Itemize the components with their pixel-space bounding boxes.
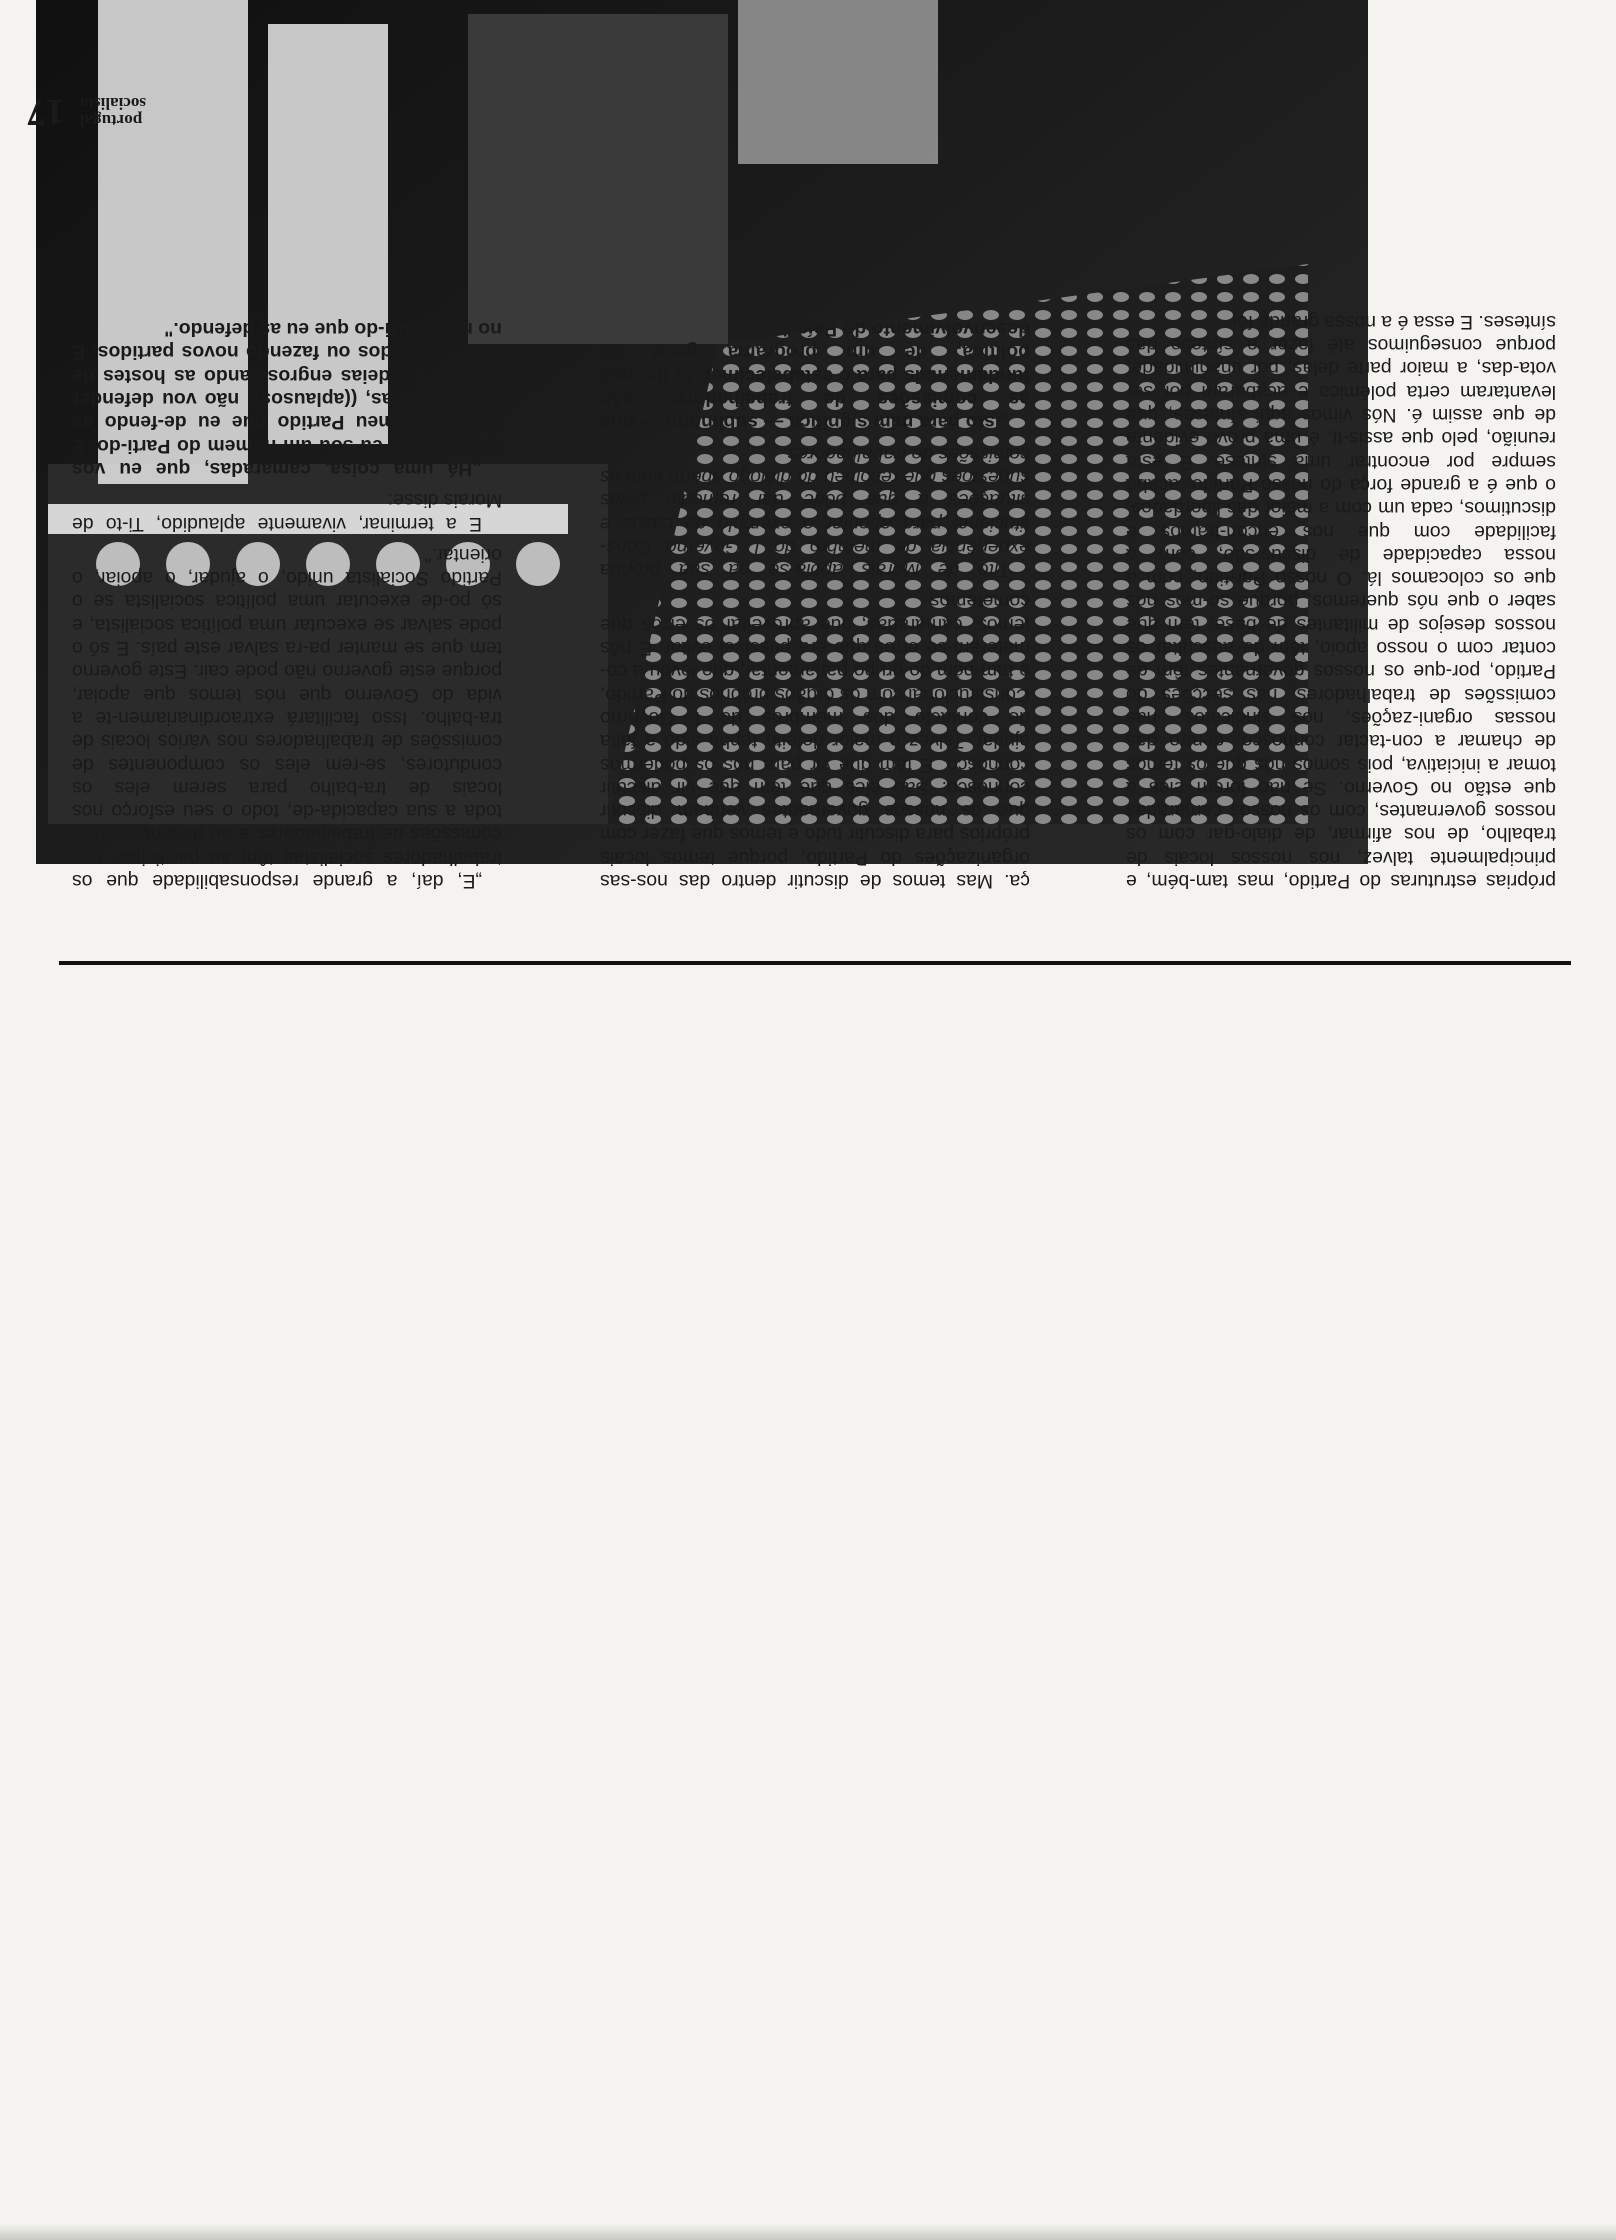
text-column-right	[72, 309, 502, 892]
scan-edge-shadow	[0, 2224, 1616, 2240]
page-folio	[16, 82, 146, 142]
horizontal-rule	[59, 961, 1571, 965]
paragraph: próprias estruturas do Partido, mas tam-bém, e principalmente talvez, nos nossos locais de trabalho, de nos afirmar, de dialo-gar com os nossos governantes, com os nossos camaradas que estão no Governo. Se não forem eles a tomar a iniciativa, pois somos nós que os temos de chamar a con-tactar connosco, dentro das nossas organi-zações, nos sindicatos, nas comissões de trabalhadores, nas secções do Partido, por-que os nossos governantes têm de contar com o nosso apoio, têm de auscultar os nossos desejos de militantes de base, têm que saber o que nós queremos, porque so-mos nós que os colocamos lá. O nosso Par-tido, com a nossa capacidade de discus-são, com a facilidade com que nos encon-tramos e discutimos, cada um com a maior das liberdades, o que é a grande força do nosso Partido, acaba sempre por encontrar uma síntese. E esta reunião, pelo que assis-ti, é uma prova evidente de que assim é. Nós vimos aqui sínteses, que levantaram certa polémica e acabaram por ser vota-das, a maior parte delas, por unanimidade, porque conseguimos até fazer a síntese das sínteses. E essa é a nossa grande for-	[1126, 310, 1556, 892]
publication-name-line2: socialista	[79, 94, 146, 113]
page-number: 17	[26, 91, 65, 133]
closing-quote-paragraph: „Há uma coisa, camaradas, que eu vos quero dizer: eu sou um homem do Parti-do. É dentro do meu Partido que eu de-fendo as minhas ideias, ((aplausos)) não vou defender as minhas ideias engros-sando as hostes de outros partidos ou fazendo novos partidos. É no meu Parti-do que eu as defendo."	[72, 318, 502, 480]
quote-paragraph: „Isto para mim significa — sublinhou — que as comissões de trabalhadores são fundamentais para o estabelecimen-to de uma política, de um programa geral de desenvolvimento do País."	[600, 318, 1030, 434]
folio-divider	[71, 91, 74, 133]
paragraph: E a terminar, vivamente aplaudido, Ti-to de Morais disse:	[72, 489, 502, 535]
text-column-middle	[600, 309, 1030, 892]
text-column-left	[1126, 302, 1556, 892]
quote-paragraph: „E, daí, a grande responsabilidade que os trabalhadores socialistas têm ao par-ticipar nas comissões de trabalhadores e ao desenvolverem toda a sua capacida-de, todo o seu esforço nos locais de tra-balho para serem eles os condutores, se-rem eles os componentes de comissões de trabalhadores nos vários locais de tra-balho. Isso facilitará extraordinariamen-te a vida do Governo que nós temos que apoiar, porque este governo não pode cair. Este governo tem que se manter pa-ra salvar este país. E só o pode salvar se executar uma política socialista, e só po-de executar uma política socialista se o Partido Socialista unido, o ajudar, o apoiar, o orientar."	[72, 543, 502, 892]
publication-name	[80, 95, 146, 129]
paragraph: ça. Mas temos de discutir dentro das nos-sas organizações do Partido, porque temos locais próprios para discutir tudo e temos que fazer com que os nossos governantes venham discutir connosco. São eles que têm que vir discutir connosco. E têm que vir para nós os podermos ajudar. Talvez o maior defeito tenha sido a falta de contacto dos membros do I Governo Constitucional com os orgãos próprios do Partido, e tam-bém do grupo parlamentar, que levou a co-meterem-se erros que era possível evitar. E nós temos, camaradas, que aproveitar os erros que cometemos.	[600, 590, 1030, 892]
publication-name-line1: portugal	[79, 111, 143, 130]
italic-paragraph: Tito de Morais apoia-se na sua própria experiência de membro do I Governo Cons-titucional para apontar o exemplo de casos e situações a que pôde dar remédio pelas sugestões que recolheu do diálogo aberto com as comissões de trabalhadores.	[600, 442, 1030, 582]
